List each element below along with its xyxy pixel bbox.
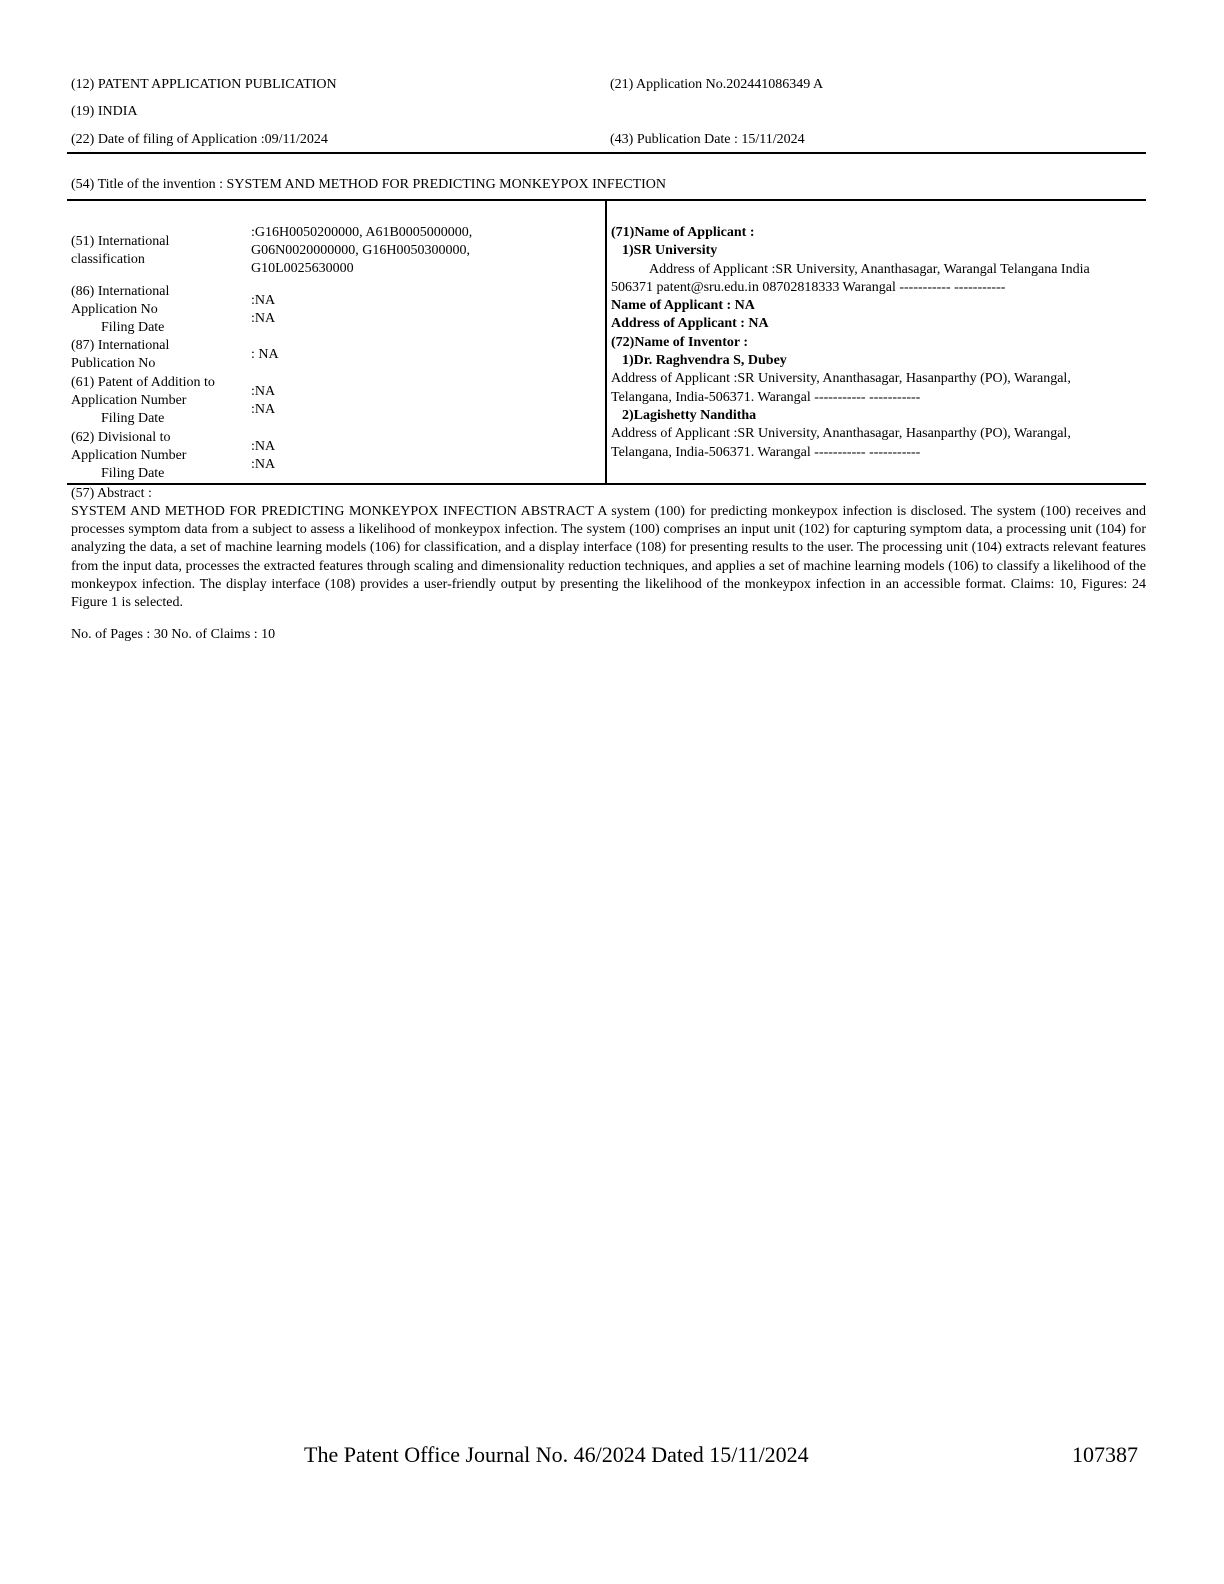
inventor-heading: (72)Name of Inventor : — [611, 334, 748, 350]
applicant-1-name: 1)SR University — [622, 243, 718, 259]
inventor-2-name: 2)Lagishetty Nanditha — [622, 407, 757, 423]
invention-title: (54) Title of the invention : SYSTEM AND METHOD FOR PREDICTING MONKEYPOX INFECTION — [71, 177, 667, 192]
abstract-heading: (57) Abstract : — [71, 486, 152, 501]
inventor-1-name: 1)Dr. Raghvendra S, Dubey — [622, 353, 787, 369]
field-62 — [71, 428, 601, 483]
field-61-label: (61) Patent of Addition to Application Number Filing Date — [71, 374, 215, 426]
field-61-value: :NA :NA — [251, 383, 276, 417]
inventor-2-address: Address of Applicant :SR University, Ananthasagar, Hasanparthy (PO), Warangal, — [611, 426, 1071, 442]
pages-and-claims: No. of Pages : 30 No. of Claims : 10 — [71, 627, 276, 642]
abstract-text: SYSTEM AND METHOD FOR PREDICTING MONKEYPOX INFECTION ABSTRACT A system (100) for predicting monkeypox infection is disclosed. The system (100) receives and processes symptom data from a subject to assess a likelihood of monkeypox infection. The system (100) comprises an input unit (102) for capturing symptom data, a processing unit (104) for analyzing the data, a set of machine learning models (106) for classification, and a display interface (108) for presenting results to the user. The processing unit (104) extracts relevant features from the input data, processes the extracted features through scaling and dimensionality reduction techniques, and applies a set of machine learning models (106) to classify a likelihood of the monkeypox infection. The display interface (108) provides a user-friendly output by presenting the likelihood of the monkeypox infection in an accessible format. Claims: 10, Figures: 24 Figure 1 is selected. — [71, 504, 1146, 611]
applicant-1-address-cont: 506371 patent@sru.edu.in 08702818333 Warangal ----------- ----------- — [611, 279, 1006, 295]
inventor-1-address-cont: Telangana, India-506371. Warangal ----------- ----------- — [611, 389, 921, 405]
field-86 — [71, 282, 601, 337]
inventor-1-address: Address of Applicant :SR University, Ananthasagar, Hasanparthy (PO), Warangal, — [611, 371, 1071, 387]
applicant-2-address: Address of Applicant : NA — [611, 316, 769, 332]
applicant-heading: (71)Name of Applicant : — [611, 225, 755, 240]
publication-date: (43) Publication Date : 15/11/2024 — [610, 132, 805, 147]
field-62-label: (62) Divisional to Application Number Filing Date — [71, 429, 187, 481]
field-87 — [71, 337, 601, 373]
field-87-label: (87) International Publication No — [71, 338, 170, 371]
publication-type: (12) PATENT APPLICATION PUBLICATION — [71, 77, 337, 92]
journal-footer: The Patent Office Journal No. 46/2024 Dated 15/11/2024 — [304, 1442, 809, 1467]
bibliographic-fields — [71, 220, 601, 483]
filing-date: (22) Date of filing of Application :09/11/2024 — [71, 132, 328, 147]
field-61 — [71, 373, 601, 428]
page-number: 107387 — [1072, 1442, 1138, 1467]
field-62-value: :NA :NA — [251, 438, 276, 472]
country: (19) INDIA — [71, 104, 138, 119]
field-51 — [71, 220, 601, 282]
applicant-1-address: Address of Applicant :SR University, Ananthasagar, Warangal Telangana India — [649, 261, 1090, 277]
inventor-2-address-cont: Telangana, India-506371. Warangal ----------- ----------- — [611, 444, 921, 460]
field-51-label: (51) International classification — [71, 234, 170, 267]
field-87-value: : NA — [251, 347, 279, 362]
applicant-2-name: Name of Applicant : NA — [611, 298, 755, 314]
header-rule — [67, 152, 1146, 154]
applicant-inventor-details — [611, 224, 1143, 462]
application-number: (21) Application No.202441086349 A — [610, 77, 824, 92]
field-51-value: :G16H0050200000, A61B0005000000, G06N0020000000, G16H0050300000, G10L0025630000 — [251, 225, 473, 276]
column-divider — [605, 201, 607, 484]
field-86-label: (86) International Application No Filing Date — [71, 283, 170, 335]
table-bottom-rule — [67, 483, 1146, 485]
field-86-value: :NA :NA — [251, 292, 276, 326]
